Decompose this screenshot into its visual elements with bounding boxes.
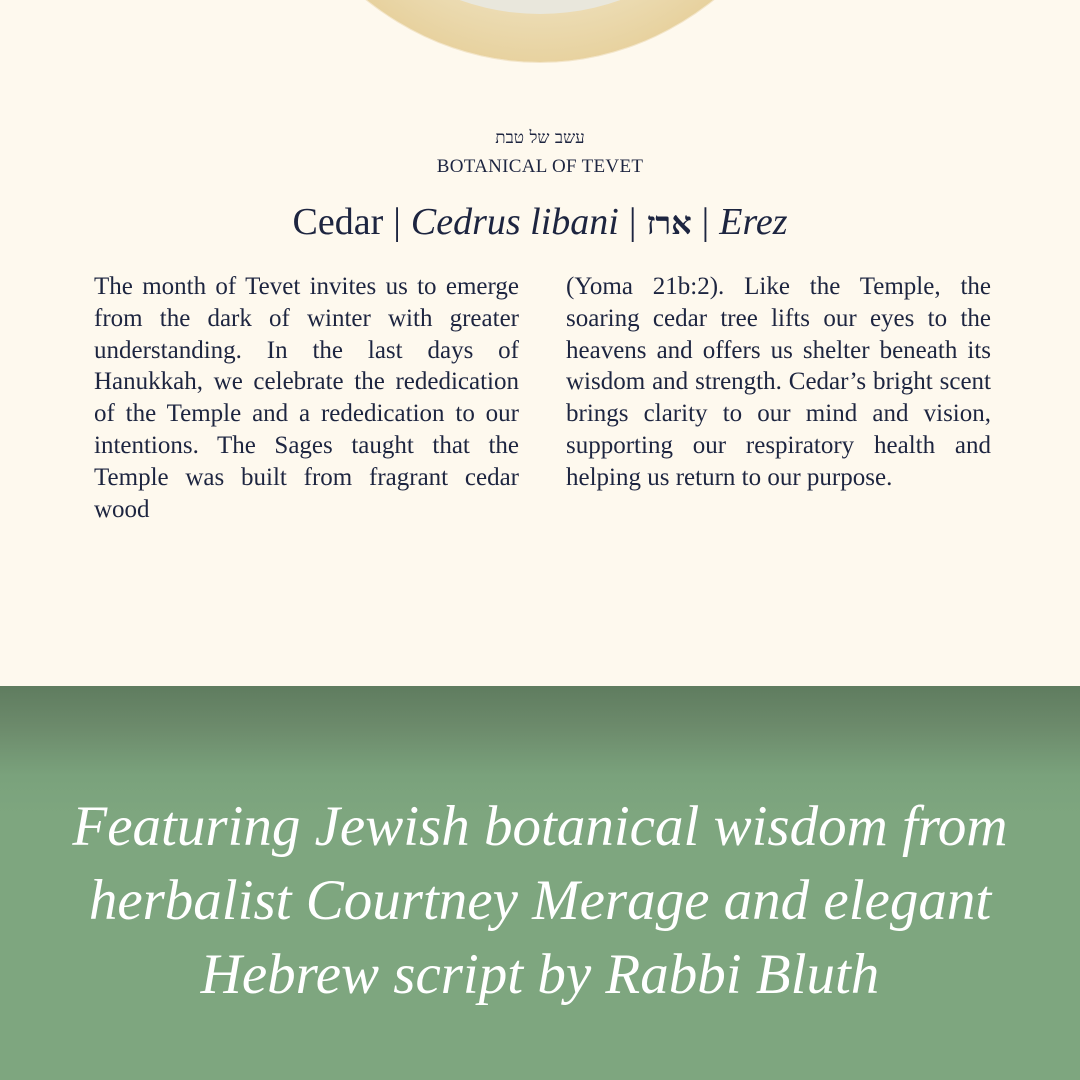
banner-tagline: Featuring Jewish botanical wisdom from herbalist Courtney Merage and elegant Hebrew script by Rabbi Bluth (72, 795, 1008, 1006)
hebrew-name: ארז (646, 204, 692, 242)
heading-separator: | (628, 201, 637, 243)
framed-image-interior (262, 0, 818, 14)
transliterated-name: Erez (719, 201, 788, 243)
plant-heading (0, 200, 1080, 244)
card-subtitle: BOTANICAL OF TEVET (436, 156, 644, 177)
common-name: Cedar (292, 201, 384, 243)
hebrew-title: עשב של טבת (495, 128, 585, 148)
body-text-left-column: The month of Tevet invites us to emerge from the dark of winter with greater understanding. In the last days of Hanukkah, we celebrate the rededication of the Temple and a rededication to our intentions. The Sages taught that the Temple was built from fragrant cedar wood (94, 273, 519, 523)
heading-separator: | (701, 201, 710, 243)
body-text-right-column: (Yoma 21b:2). Like the Temple, the soaring cedar tree lifts our eyes to the heavens and offers us shelter beneath its wisdom and strength. Cedar’s bright scent brings clarity to our mind and vision, supporting our respiratory health and helping us return to our purpose. (566, 273, 991, 491)
latin-name: Cedrus libani (410, 201, 619, 243)
heading-separator: | (393, 201, 401, 243)
